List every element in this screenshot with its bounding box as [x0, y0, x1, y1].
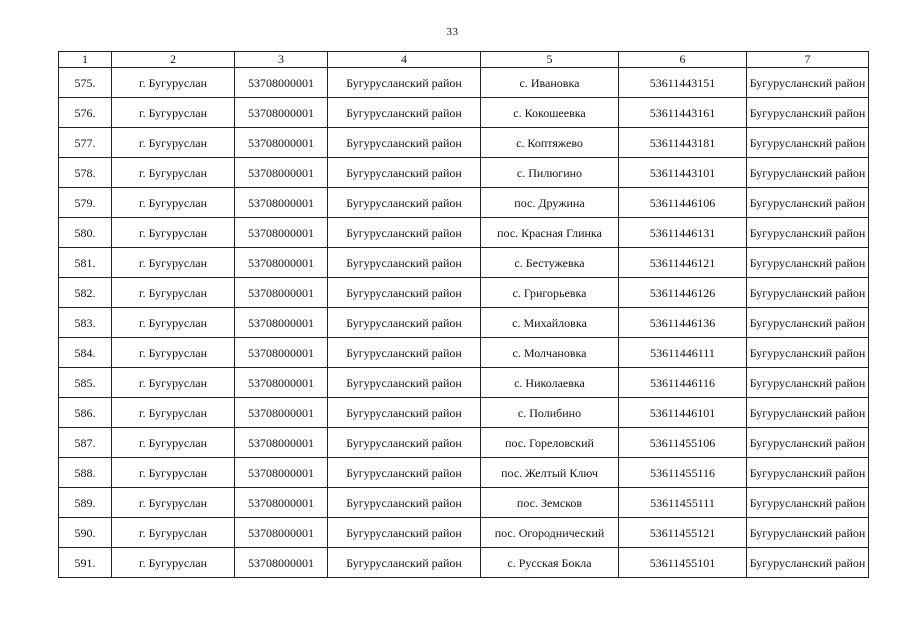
cell-row-number: 576.	[59, 98, 112, 128]
cell-row-number: 587.	[59, 428, 112, 458]
cell-settlement: пос. Гореловский	[481, 428, 619, 458]
cell-district-name: Бугурусланский район	[747, 278, 869, 308]
cell-district-name: Бугурусланский район	[747, 218, 869, 248]
cell-city-oktmo: 53708000001	[235, 158, 328, 188]
cell-district-name: Бугурусланский район	[747, 188, 869, 218]
table-row	[59, 98, 869, 128]
cell-settlement: с. Николаевка	[481, 368, 619, 398]
cell-district: Бугурусланский район	[328, 338, 481, 368]
cell-district: Бугурусланский район	[328, 218, 481, 248]
cell-city-oktmo: 53708000001	[235, 548, 328, 578]
cell-settlement: пос. Земсков	[481, 488, 619, 518]
cell-district-name: Бугурусланский район	[747, 368, 869, 398]
cell-row-number: 578.	[59, 158, 112, 188]
table-row	[59, 398, 869, 428]
cell-district: Бугурусланский район	[328, 188, 481, 218]
column-header-2: 2	[112, 52, 235, 68]
cell-city: г. Бугуруслан	[112, 218, 235, 248]
cell-district-name: Бугурусланский район	[747, 548, 869, 578]
cell-settlement: с. Бестужевка	[481, 248, 619, 278]
cell-city: г. Бугуруслан	[112, 368, 235, 398]
cell-district-name: Бугурусланский район	[747, 488, 869, 518]
cell-settlement-oktmo: 53611446116	[619, 368, 747, 398]
table-row	[59, 488, 869, 518]
cell-settlement-oktmo: 53611443101	[619, 158, 747, 188]
header-row	[59, 52, 869, 68]
cell-district: Бугурусланский район	[328, 98, 481, 128]
cell-city: г. Бугуруслан	[112, 428, 235, 458]
cell-city-oktmo: 53708000001	[235, 128, 328, 158]
cell-district: Бугурусланский район	[328, 368, 481, 398]
cell-city: г. Бугуруслан	[112, 128, 235, 158]
cell-city-oktmo: 53708000001	[235, 338, 328, 368]
cell-city-oktmo: 53708000001	[235, 428, 328, 458]
table-row	[59, 548, 869, 578]
cell-settlement: с. Пилюгино	[481, 158, 619, 188]
cell-district-name: Бугурусланский район	[747, 398, 869, 428]
cell-settlement: пос. Дружина	[481, 188, 619, 218]
cell-row-number: 577.	[59, 128, 112, 158]
cell-district-name: Бугурусланский район	[747, 338, 869, 368]
column-header-1: 1	[59, 52, 112, 68]
cell-city: г. Бугуруслан	[112, 248, 235, 278]
cell-district-name: Бугурусланский район	[747, 428, 869, 458]
cell-district: Бугурусланский район	[328, 458, 481, 488]
cell-city: г. Бугуруслан	[112, 158, 235, 188]
cell-settlement-oktmo: 53611446111	[619, 338, 747, 368]
cell-settlement-oktmo: 53611446136	[619, 308, 747, 338]
column-header-7: 7	[747, 52, 869, 68]
cell-city-oktmo: 53708000001	[235, 518, 328, 548]
cell-district: Бугурусланский район	[328, 128, 481, 158]
cell-settlement-oktmo: 53611446126	[619, 278, 747, 308]
cell-district-name: Бугурусланский район	[747, 458, 869, 488]
cell-city: г. Бугуруслан	[112, 458, 235, 488]
cell-city: г. Бугуруслан	[112, 338, 235, 368]
table-row	[59, 338, 869, 368]
table-body	[59, 68, 869, 578]
cell-row-number: 575.	[59, 68, 112, 98]
cell-settlement-oktmo: 53611455106	[619, 428, 747, 458]
cell-settlement-oktmo: 53611455116	[619, 458, 747, 488]
cell-city: г. Бугуруслан	[112, 278, 235, 308]
cell-settlement-oktmo: 53611455121	[619, 518, 747, 548]
table-row	[59, 158, 869, 188]
cell-settlement-oktmo: 53611446106	[619, 188, 747, 218]
cell-city-oktmo: 53708000001	[235, 248, 328, 278]
cell-district: Бугурусланский район	[328, 278, 481, 308]
cell-settlement-oktmo: 53611443151	[619, 68, 747, 98]
cell-city: г. Бугуруслан	[112, 308, 235, 338]
cell-settlement: с. Ивановка	[481, 68, 619, 98]
cell-settlement-oktmo: 53611446121	[619, 248, 747, 278]
table-row	[59, 128, 869, 158]
column-header-4: 4	[328, 52, 481, 68]
cell-city: г. Бугуруслан	[112, 488, 235, 518]
cell-settlement: пос. Желтый Ключ	[481, 458, 619, 488]
cell-settlement: с. Григорьевка	[481, 278, 619, 308]
cell-settlement: с. Молчановка	[481, 338, 619, 368]
cell-district: Бугурусланский район	[328, 158, 481, 188]
cell-district: Бугурусланский район	[328, 248, 481, 278]
cell-settlement: с. Коптяжево	[481, 128, 619, 158]
table-row	[59, 68, 869, 98]
cell-city-oktmo: 53708000001	[235, 218, 328, 248]
cell-city: г. Бугуруслан	[112, 398, 235, 428]
cell-row-number: 585.	[59, 368, 112, 398]
cell-settlement-oktmo: 53611443161	[619, 98, 747, 128]
cell-settlement: пос. Красная Глинка	[481, 218, 619, 248]
cell-city: г. Бугуруслан	[112, 188, 235, 218]
column-header-3: 3	[235, 52, 328, 68]
cell-row-number: 589.	[59, 488, 112, 518]
cell-settlement-oktmo: 53611455111	[619, 488, 747, 518]
cell-settlement: с. Полибино	[481, 398, 619, 428]
cell-city-oktmo: 53708000001	[235, 488, 328, 518]
cell-row-number: 583.	[59, 308, 112, 338]
cell-district: Бугурусланский район	[328, 518, 481, 548]
cell-district-name: Бугурусланский район	[747, 68, 869, 98]
cell-district: Бугурусланский район	[328, 488, 481, 518]
table-row	[59, 188, 869, 218]
cell-district: Бугурусланский район	[328, 398, 481, 428]
column-header-5: 5	[481, 52, 619, 68]
cell-row-number: 588.	[59, 458, 112, 488]
cell-settlement: с. Кокошеевка	[481, 98, 619, 128]
cell-district-name: Бугурусланский район	[747, 128, 869, 158]
cell-row-number: 586.	[59, 398, 112, 428]
cell-district: Бугурусланский район	[328, 308, 481, 338]
cell-settlement-oktmo: 53611443181	[619, 128, 747, 158]
table-row	[59, 428, 869, 458]
cell-district-name: Бугурусланский район	[747, 308, 869, 338]
cell-settlement: пос. Огороднический	[481, 518, 619, 548]
cell-district-name: Бугурусланский район	[747, 98, 869, 128]
cell-settlement: с. Михайловка	[481, 308, 619, 338]
cell-district: Бугурусланский район	[328, 428, 481, 458]
cell-city-oktmo: 53708000001	[235, 278, 328, 308]
cell-row-number: 581.	[59, 248, 112, 278]
cell-city: г. Бугуруслан	[112, 98, 235, 128]
cell-settlement-oktmo: 53611446131	[619, 218, 747, 248]
cell-city-oktmo: 53708000001	[235, 398, 328, 428]
cell-row-number: 582.	[59, 278, 112, 308]
column-header-6: 6	[619, 52, 747, 68]
cell-city-oktmo: 53708000001	[235, 188, 328, 218]
cell-district-name: Бугурусланский район	[747, 158, 869, 188]
cell-district-name: Бугурусланский район	[747, 518, 869, 548]
cell-settlement-oktmo: 53611446101	[619, 398, 747, 428]
registry-table	[58, 51, 869, 578]
cell-row-number: 590.	[59, 518, 112, 548]
cell-settlement: с. Русская Бокла	[481, 548, 619, 578]
table-row	[59, 308, 869, 338]
cell-row-number: 584.	[59, 338, 112, 368]
cell-city-oktmo: 53708000001	[235, 368, 328, 398]
cell-row-number: 580.	[59, 218, 112, 248]
cell-city: г. Бугуруслан	[112, 68, 235, 98]
cell-row-number: 579.	[59, 188, 112, 218]
cell-settlement-oktmo: 53611455101	[619, 548, 747, 578]
table-header	[59, 52, 869, 68]
cell-city-oktmo: 53708000001	[235, 308, 328, 338]
cell-city-oktmo: 53708000001	[235, 68, 328, 98]
cell-city-oktmo: 53708000001	[235, 458, 328, 488]
cell-city: г. Бугуруслан	[112, 548, 235, 578]
cell-district-name: Бугурусланский район	[747, 248, 869, 278]
cell-district: Бугурусланский район	[328, 68, 481, 98]
cell-city-oktmo: 53708000001	[235, 98, 328, 128]
table-row	[59, 518, 869, 548]
cell-district: Бугурусланский район	[328, 548, 481, 578]
table-row	[59, 458, 869, 488]
cell-city: г. Бугуруслан	[112, 518, 235, 548]
table-row	[59, 248, 869, 278]
table-row	[59, 278, 869, 308]
table-row	[59, 218, 869, 248]
page-number: 33	[446, 26, 459, 38]
cell-row-number: 591.	[59, 548, 112, 578]
table-row	[59, 368, 869, 398]
